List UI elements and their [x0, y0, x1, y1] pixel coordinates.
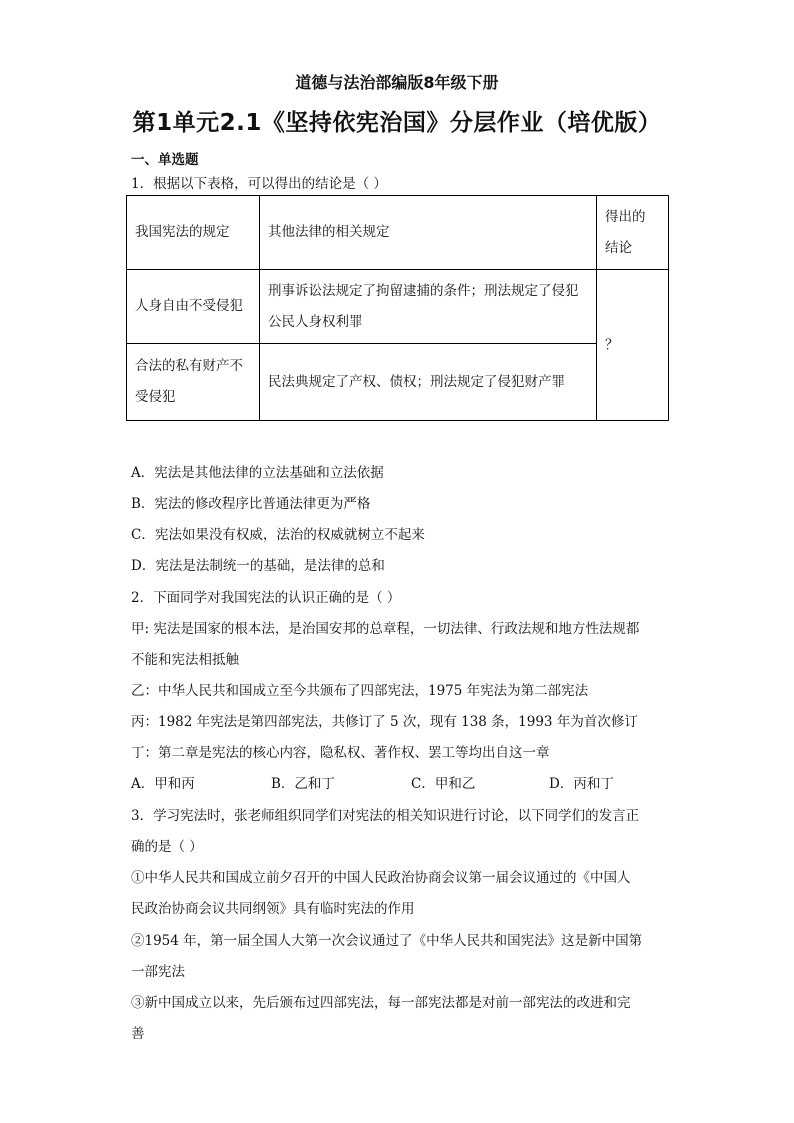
question-1-option-a: A．宪法是其他法律的立法基础和立法依据	[131, 465, 384, 481]
question-3-line: 民政治协商会议共同纲领》具有临时宪法的作用	[131, 901, 415, 917]
question-2-option-b: B．乙和丁	[271, 776, 335, 792]
table-header-cell: 我国宪法的规定	[127, 196, 260, 270]
question-3-line: ①中华人民共和国成立前夕召开的中国人民政治协商会议第一届会议通过的《中国人	[131, 870, 631, 886]
question-1-option-c: C．宪法如果没有权威，法治的权威就树立不起来	[131, 527, 425, 543]
question-1-stem: 1．根据以下表格，可以得出的结论是（ ）	[131, 176, 387, 192]
question-2-line: 丁：第二章是宪法的核心内容，隐私权、著作权、罢工等均出自这一章	[131, 745, 550, 761]
document-subtitle: 第1单元2.1《坚持依宪治国》分层作业（培优版）	[132, 110, 662, 136]
question-2-line: 不能和宪法相抵触	[131, 652, 239, 668]
question-2-stem: 2．下面同学对我国宪法的认识正确的是（ ）	[131, 590, 401, 606]
question-3-line: 3．学习宪法时，张老师组织同学们对宪法的相关知识进行讨论，以下同学们的发言正	[131, 808, 640, 824]
question-3-line: ②1954 年，第一届全国人大第一次会议通过了《中华人民共和国宪法》这是新中国第	[131, 933, 643, 949]
table-cell: 刑事诉讼法规定了拘留逮捕的条件；刑法规定了侵犯公民人身权利罪	[260, 270, 597, 344]
question-1-table	[126, 195, 669, 421]
question-2-options	[131, 772, 671, 792]
table-header-cell: 得出的结论	[597, 196, 669, 270]
question-1-option-d: D．宪法是法制统一的基础，是法律的总和	[131, 558, 385, 574]
table-cell: 民法典规定了产权、债权；刑法规定了侵犯财产罪	[260, 344, 597, 421]
table-row	[127, 344, 669, 421]
question-2-option-d: D．丙和丁	[549, 776, 614, 792]
question-2-line: 甲: 宪法是国家的根本法，是治国安邦的总章程，一切法律、行政法规和地方性法规都	[131, 621, 640, 637]
question-3-line: 确的是（ ）	[131, 839, 203, 855]
question-3-line: 一部宪法	[131, 964, 185, 980]
question-2-line: 丙：1982 年宪法是第四部宪法，共修订了 5 次，现有 138 条，1993 年为首次修订	[131, 714, 638, 730]
document-title: 道德与法治部编版8年级下册	[295, 73, 499, 92]
question-2-line: 乙：中华人民共和国成立至今共颁布了四部宪法，1975 年宪法为第二部宪法	[131, 683, 589, 699]
question-1-option-b: B．宪法的修改程序比普通法律更为严格	[131, 496, 371, 512]
question-3-line: ③新中国成立以来，先后颁布过四部宪法，每一部宪法都是对前一部宪法的改进和完	[131, 995, 631, 1011]
table-header-row	[127, 196, 669, 270]
question-2-option-a: A．甲和丙	[131, 776, 195, 792]
table-header-cell: 其他法律的相关规定	[260, 196, 597, 270]
table-row	[127, 270, 669, 344]
table-cell: 人身自由不受侵犯	[127, 270, 260, 344]
section-heading: 一、单选题	[131, 152, 199, 168]
table-cell: 合法的私有财产不受侵犯	[127, 344, 260, 421]
table-result-cell: ？	[597, 270, 669, 421]
question-3-line: 善	[131, 1026, 145, 1042]
question-2-option-c: C．甲和乙	[411, 776, 476, 792]
